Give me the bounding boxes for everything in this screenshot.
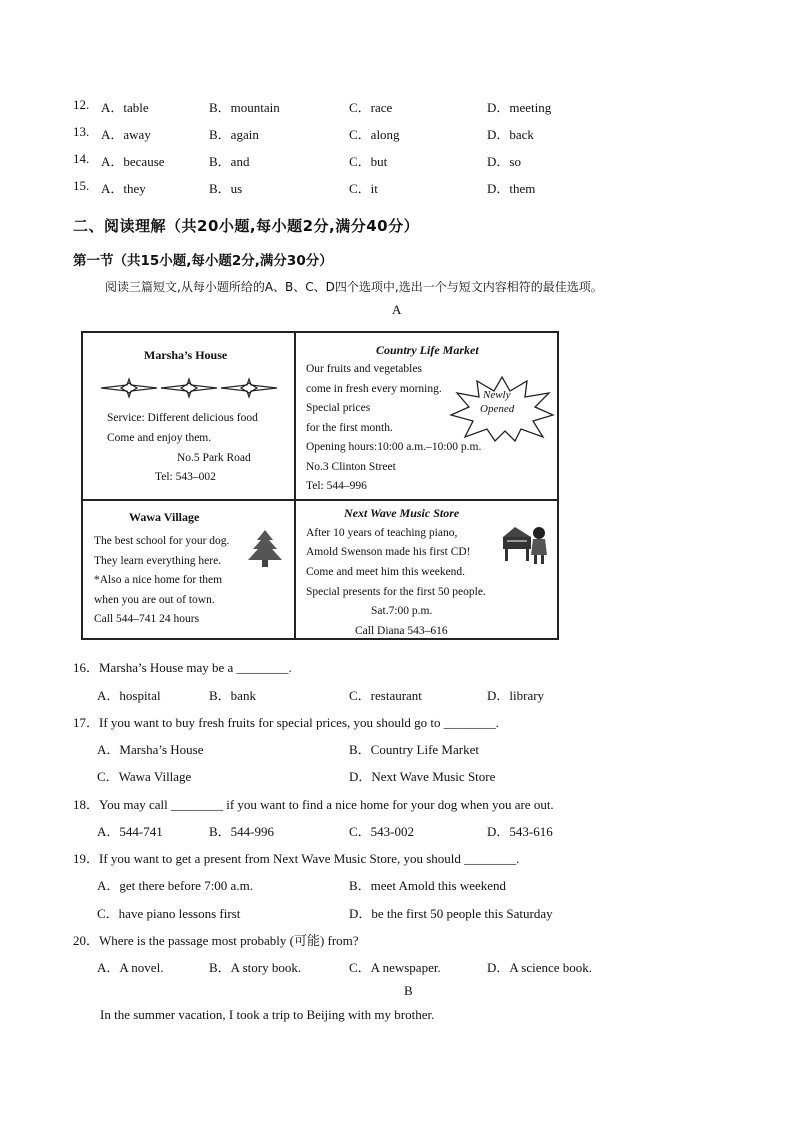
option-a: A．A novel. bbox=[97, 960, 164, 975]
question-number: 13. bbox=[73, 124, 90, 139]
option-b: B．Country Life Market bbox=[349, 742, 479, 757]
option-d: D．543-616 bbox=[487, 824, 553, 839]
option-b: B．again bbox=[209, 127, 259, 142]
option-b: B．meet Amold this weekend bbox=[349, 878, 507, 893]
ad-line: Special prices bbox=[306, 402, 371, 414]
ad-line: come in fresh every morning. bbox=[306, 383, 442, 395]
ad-line: Come and meet him this weekend. bbox=[306, 566, 466, 578]
ad-line: Tel: 544–996 bbox=[306, 480, 367, 492]
ad-line: Call Diana 543–616 bbox=[355, 625, 448, 637]
passage-b-text: In the summer vacation, I took a trip to Beijing with my brother. bbox=[100, 1007, 435, 1022]
ad-line: Opening hours:10:00 a.m.–10:00 p.m. bbox=[306, 441, 482, 453]
ad-title: Next Wave Music Store bbox=[344, 506, 460, 520]
question-stem: 17．If you want to buy fresh fruits for special prices, you should go to ________. bbox=[73, 715, 500, 730]
ad-line: Sat.7:00 p.m. bbox=[371, 605, 433, 617]
ad-line: No.5 Park Road bbox=[177, 452, 251, 464]
ad-line: for the first month. bbox=[306, 422, 393, 434]
option-b: B．and bbox=[209, 154, 250, 169]
question-number: 15. bbox=[73, 178, 90, 193]
ad-line: Service: Different delicious food bbox=[107, 412, 258, 424]
ad-title: Country Life Market bbox=[376, 343, 479, 357]
option-b: B．mountain bbox=[209, 100, 280, 115]
badge-text: Opened bbox=[480, 403, 515, 415]
piano-player-icon bbox=[501, 523, 551, 567]
ad-line: The best school for your dog. bbox=[94, 535, 230, 547]
ad-line: No.3 Clinton Street bbox=[306, 461, 396, 473]
option-c: C．but bbox=[349, 154, 388, 169]
ad-line: when you are out of town. bbox=[94, 594, 215, 606]
section-title: 二、阅读理解（共20小题,每小题2分,满分40分） bbox=[73, 217, 420, 235]
ad-line: Tel: 543–002 bbox=[155, 471, 216, 483]
advertisement-board bbox=[81, 331, 559, 640]
ad-title: Marsha’s House bbox=[144, 348, 228, 362]
option-b: B．bank bbox=[209, 688, 256, 703]
option-c: C．it bbox=[349, 181, 378, 196]
ad-line: They learn everything here. bbox=[94, 555, 222, 567]
option-a: A．table bbox=[101, 100, 149, 115]
question-stem: 16．Marsha’s House may be a ________. bbox=[73, 660, 292, 675]
option-a: A．544-741 bbox=[97, 824, 163, 839]
ad-line: *Also a nice home for them bbox=[94, 574, 223, 586]
pine-tree-icon bbox=[245, 529, 285, 569]
ad-line: Call 544–741 24 hours bbox=[94, 613, 200, 625]
option-c: C．restaurant bbox=[349, 688, 422, 703]
option-d: D．so bbox=[487, 154, 521, 169]
question-number: 12. bbox=[73, 97, 90, 112]
ad-line: After 10 years of teaching piano, bbox=[306, 527, 458, 539]
option-a: A．hospital bbox=[97, 688, 161, 703]
ad-line: Special presents for the first 50 people. bbox=[306, 586, 486, 598]
question-stem: 20．Where is the passage most probably (可能) from? bbox=[73, 933, 359, 948]
option-a: A．they bbox=[101, 181, 146, 196]
question-stem: 19．If you want to get a present from Next Wave Music Store, you should ________. bbox=[73, 851, 520, 866]
option-c: C．543-002 bbox=[349, 824, 415, 839]
option-a: A．get there before 7:00 a.m. bbox=[97, 878, 253, 893]
ad-line: Our fruits and vegetables bbox=[306, 363, 422, 375]
option-c: C．Wawa Village bbox=[97, 769, 192, 784]
option-d: D．library bbox=[487, 688, 545, 703]
option-c: C．have piano lessons first bbox=[97, 906, 241, 921]
option-d: D．Next Wave Music Store bbox=[349, 769, 496, 784]
question-stem: 18．You may call ________ if you want to find a nice home for your dog when you are out. bbox=[73, 797, 554, 812]
ad-line: Amold Swenson made his first CD! bbox=[306, 546, 471, 558]
ad-title: Wawa Village bbox=[129, 510, 200, 524]
option-a: A．because bbox=[101, 154, 165, 169]
option-d: D．A science book. bbox=[487, 960, 593, 975]
option-c: C．race bbox=[349, 100, 393, 115]
badge-text: Newly bbox=[483, 389, 511, 401]
question-number: 14. bbox=[73, 151, 90, 166]
option-d: D．meeting bbox=[487, 100, 552, 115]
divider bbox=[83, 499, 557, 501]
option-d: D．back bbox=[487, 127, 534, 142]
option-b: B．A story book. bbox=[209, 960, 302, 975]
passage-a-label: A bbox=[392, 302, 402, 317]
option-d: D．be the first 50 people this Saturday bbox=[349, 906, 553, 921]
ad-line: Come and enjoy them. bbox=[107, 432, 212, 444]
option-a: A．away bbox=[101, 127, 151, 142]
option-b: B．us bbox=[209, 181, 243, 196]
passage-b-label: B bbox=[404, 983, 413, 998]
instruction-text: 阅读三篇短文,从每小题所给的A、B、C、D四个选项中,选出一个与短文内容相符的最佳选项。 bbox=[105, 280, 603, 294]
option-d: D．them bbox=[487, 181, 536, 196]
option-c: C．along bbox=[349, 127, 400, 142]
option-b: B．544-996 bbox=[209, 824, 275, 839]
divider bbox=[294, 333, 296, 638]
diamond-ornament-icon bbox=[99, 377, 279, 399]
part-title: 第一节（共15小题,每小题2分,满分30分） bbox=[73, 253, 333, 269]
option-c: C．A newspaper. bbox=[349, 960, 441, 975]
option-a: A．Marsha’s House bbox=[97, 742, 204, 757]
